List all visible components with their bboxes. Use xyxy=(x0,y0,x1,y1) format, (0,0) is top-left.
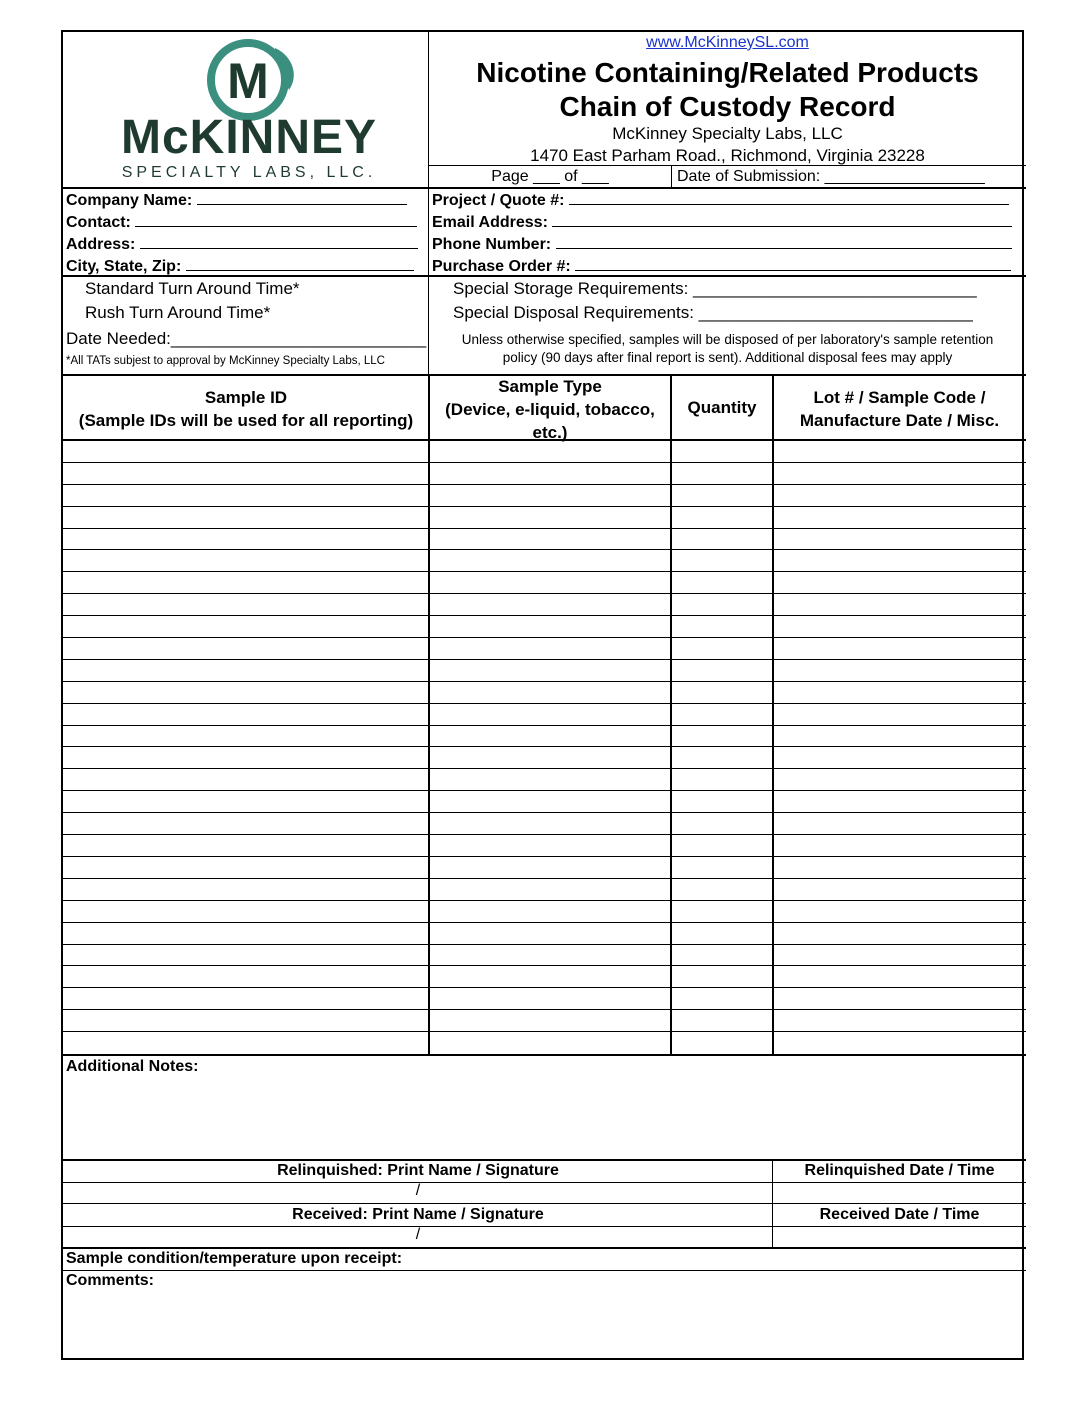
sample-type-header-note: (Device, e-liquid, tobacco, xyxy=(445,400,655,419)
lot-code-header-title: Lot # / Sample Code / xyxy=(813,388,986,407)
comments-area[interactable] xyxy=(63,1292,1026,1358)
received-signature-label: Received: Print Name / Signature xyxy=(292,1206,544,1223)
disposal-note-line-2: policy (90 days after final report is sent). Additional disposal fees may apply xyxy=(502,350,953,365)
company-name-label: Company Name: xyxy=(66,192,193,209)
contact-label: Contact: xyxy=(66,214,131,231)
sample-type-cell[interactable] xyxy=(429,660,671,682)
table-row xyxy=(63,1010,1026,1032)
table-row xyxy=(63,879,1026,901)
lot-code-cell[interactable] xyxy=(773,1032,1026,1054)
sample-type-cell[interactable] xyxy=(429,441,671,463)
sample-type-cell[interactable] xyxy=(429,966,671,988)
sample-id-cell[interactable] xyxy=(63,988,428,1010)
sample-type-cell[interactable] xyxy=(429,726,671,748)
quantity-cell[interactable] xyxy=(671,507,773,529)
table-row xyxy=(63,1032,1026,1054)
sample-id-cell[interactable] xyxy=(63,704,428,726)
sample-id-header xyxy=(63,386,429,432)
sample-type-cell[interactable] xyxy=(429,923,671,945)
project-quote-field[interactable] xyxy=(432,189,1009,210)
sample-type-cell[interactable] xyxy=(429,813,671,835)
table-row xyxy=(63,857,1026,879)
table-row xyxy=(63,769,1026,791)
sample-id-cell[interactable] xyxy=(63,529,428,551)
table-row xyxy=(63,594,1026,616)
sample-type-cell[interactable] xyxy=(429,748,671,770)
quantity-header: Quantity xyxy=(687,398,757,417)
quantity-cell[interactable] xyxy=(671,988,773,1010)
lab-name: McKinney Specialty Labs, LLC xyxy=(612,124,843,143)
lot-code-cell[interactable] xyxy=(773,550,1026,572)
sample-id-cell[interactable] xyxy=(63,485,428,507)
sample-id-cell[interactable] xyxy=(63,616,428,638)
quantity-cell[interactable] xyxy=(671,485,773,507)
sample-type-cell[interactable] xyxy=(429,485,671,507)
sample-type-cell[interactable] xyxy=(429,769,671,791)
table-row xyxy=(63,441,1026,463)
lot-code-cell[interactable] xyxy=(773,857,1026,879)
comments-label: Comments: xyxy=(66,1272,155,1289)
table-row xyxy=(63,901,1026,923)
quantity-cell[interactable] xyxy=(671,923,773,945)
sample-type-cell[interactable] xyxy=(429,1010,671,1032)
relinquished-signature-field[interactable]: / xyxy=(415,1182,421,1199)
sample-id-cell[interactable] xyxy=(63,748,428,770)
lot-code-cell[interactable] xyxy=(773,791,1026,813)
sample-type-cell[interactable] xyxy=(429,835,671,857)
received-date-field[interactable] xyxy=(773,1227,1026,1247)
quantity-cell[interactable] xyxy=(671,1010,773,1032)
sample-id-cell[interactable] xyxy=(63,550,428,572)
sample-type-cell[interactable] xyxy=(429,638,671,660)
lot-code-cell[interactable] xyxy=(773,638,1026,660)
table-row xyxy=(63,835,1026,857)
lot-code-cell[interactable] xyxy=(773,1010,1026,1032)
sample-type-cell[interactable] xyxy=(429,901,671,923)
table-row xyxy=(63,791,1026,813)
purchase-order-field[interactable] xyxy=(432,255,1011,276)
special-disposal-field[interactable]: Special Disposal Requirements: _____________________________ xyxy=(453,303,973,322)
logo-wordmark: McKINNEY xyxy=(120,111,378,164)
additional-notes-area[interactable] xyxy=(63,1078,1026,1158)
sample-id-cell[interactable] xyxy=(63,901,428,923)
table-row xyxy=(63,682,1026,704)
quantity-cell[interactable] xyxy=(671,594,773,616)
quantity-cell[interactable] xyxy=(671,966,773,988)
contact-field[interactable] xyxy=(66,211,417,232)
lot-code-cell[interactable] xyxy=(773,945,1026,967)
lot-code-cell[interactable] xyxy=(773,988,1026,1010)
relinquished-signature-label: Relinquished: Print Name / Signature xyxy=(277,1162,559,1179)
date-needed-field[interactable]: Date Needed:___________________________ xyxy=(66,329,427,348)
sample-id-cell[interactable] xyxy=(63,923,428,945)
svg-text:M: M xyxy=(227,53,269,109)
website-link[interactable]: www.McKinneySL.com xyxy=(646,34,809,51)
sample-id-cell[interactable] xyxy=(63,879,428,901)
lot-code-header xyxy=(773,386,1026,432)
quantity-cell[interactable] xyxy=(671,945,773,967)
lot-code-cell[interactable] xyxy=(773,660,1026,682)
sample-type-cell[interactable] xyxy=(429,1032,671,1054)
table-row xyxy=(63,966,1026,988)
sample-id-cell[interactable] xyxy=(63,726,428,748)
sample-id-cell[interactable] xyxy=(63,857,428,879)
rush-tat-option[interactable]: Rush Turn Around Time* xyxy=(85,303,271,322)
tat-approval-note: *All TATs subjest to approval by McKinney Specialty Labs, LLC xyxy=(66,355,385,367)
quantity-cell[interactable] xyxy=(671,1032,773,1054)
lot-code-cell[interactable] xyxy=(773,726,1026,748)
lot-code-cell[interactable] xyxy=(773,529,1026,551)
address-label: Address: xyxy=(66,236,136,253)
lot-code-cell[interactable] xyxy=(773,441,1026,463)
quantity-cell[interactable] xyxy=(671,748,773,770)
form-title-line-1: Nicotine Containing/Related Products xyxy=(476,57,979,88)
sample-type-header-note-2: etc.) xyxy=(532,423,568,442)
sample-type-cell[interactable] xyxy=(429,682,671,704)
quantity-cell[interactable] xyxy=(671,857,773,879)
sample-id-cell[interactable] xyxy=(63,463,428,485)
table-row xyxy=(63,813,1026,835)
relinquished-date-field[interactable] xyxy=(773,1183,1026,1203)
sample-type-cell[interactable] xyxy=(429,572,671,594)
table-row xyxy=(63,529,1026,551)
lot-code-cell[interactable] xyxy=(773,485,1026,507)
quantity-cell[interactable] xyxy=(671,463,773,485)
submission-date-field[interactable]: Date of Submission: __________________ xyxy=(677,168,985,185)
quantity-cell[interactable] xyxy=(671,769,773,791)
lot-code-cell[interactable] xyxy=(773,704,1026,726)
lot-code-cell[interactable] xyxy=(773,463,1026,485)
sample-type-cell[interactable] xyxy=(429,594,671,616)
sample-type-header-title: Sample Type xyxy=(498,377,602,396)
table-row xyxy=(63,550,1026,572)
project-quote-label: Project / Quote #: xyxy=(432,192,565,209)
purchase-order-label: Purchase Order #: xyxy=(432,258,571,275)
received-date-label: Received Date / Time xyxy=(819,1206,980,1223)
city-state-zip-label: City, State, Zip: xyxy=(66,258,182,275)
table-row xyxy=(63,988,1026,1010)
quantity-cell[interactable] xyxy=(671,901,773,923)
table-row xyxy=(63,463,1026,485)
sample-type-cell[interactable] xyxy=(429,857,671,879)
table-row xyxy=(63,616,1026,638)
sample-id-cell[interactable] xyxy=(63,507,428,529)
additional-notes-label: Additional Notes: xyxy=(66,1058,199,1075)
table-row xyxy=(63,507,1026,529)
lot-code-cell[interactable] xyxy=(773,748,1026,770)
address-field[interactable] xyxy=(66,233,418,254)
logo-tagline: SPECIALTY LABS, LLC. xyxy=(121,164,377,181)
lot-code-cell[interactable] xyxy=(773,901,1026,923)
quantity-cell[interactable] xyxy=(671,550,773,572)
quantity-cell[interactable] xyxy=(671,616,773,638)
sample-id-header-note: (Sample IDs will be used for all reporting) xyxy=(78,411,414,430)
relinquished-date-label: Relinquished Date / Time xyxy=(804,1162,995,1179)
sample-id-cell[interactable] xyxy=(63,660,428,682)
disposal-note-line-1: Unless otherwise specified, samples will be disposed of per laboratory's sample retention xyxy=(461,332,994,347)
sample-id-cell[interactable] xyxy=(63,682,428,704)
sample-type-cell[interactable] xyxy=(429,704,671,726)
city-state-zip-field[interactable] xyxy=(66,255,414,276)
quantity-cell[interactable] xyxy=(671,835,773,857)
sample-id-cell[interactable] xyxy=(63,572,428,594)
lot-code-header-note: Manufacture Date / Misc. xyxy=(799,411,1000,430)
phone-field[interactable] xyxy=(432,233,1012,254)
table-row xyxy=(63,704,1026,726)
sample-id-cell[interactable] xyxy=(63,594,428,616)
sample-id-cell[interactable] xyxy=(63,441,428,463)
sample-type-cell[interactable] xyxy=(429,945,671,967)
sample-type-cell[interactable] xyxy=(429,879,671,901)
sample-type-cell[interactable] xyxy=(429,507,671,529)
lot-code-cell[interactable] xyxy=(773,879,1026,901)
quantity-cell[interactable] xyxy=(671,704,773,726)
lot-code-cell[interactable] xyxy=(773,813,1026,835)
table-row xyxy=(63,923,1026,945)
lot-code-cell[interactable] xyxy=(773,682,1026,704)
sample-id-header-title: Sample ID xyxy=(204,388,288,407)
table-row xyxy=(63,726,1026,748)
sample-type-cell[interactable] xyxy=(429,529,671,551)
sample-type-cell[interactable] xyxy=(429,550,671,572)
lot-code-cell[interactable] xyxy=(773,507,1026,529)
lot-code-cell[interactable] xyxy=(773,923,1026,945)
lot-code-cell[interactable] xyxy=(773,616,1026,638)
standard-tat-option[interactable]: Standard Turn Around Time* xyxy=(85,279,300,298)
company-name-field[interactable] xyxy=(66,189,407,210)
sample-type-header xyxy=(429,375,671,444)
chain-of-custody-form xyxy=(61,30,1024,1360)
sample-type-cell[interactable] xyxy=(429,463,671,485)
email-field[interactable] xyxy=(432,211,1012,232)
lot-code-cell[interactable] xyxy=(773,594,1026,616)
table-row xyxy=(63,945,1026,967)
sample-type-cell[interactable] xyxy=(429,616,671,638)
lot-code-cell[interactable] xyxy=(773,572,1026,594)
sample-condition-label: Sample condition/temperature upon receipt: xyxy=(66,1250,403,1267)
form-title-line-2: Chain of Custody Record xyxy=(559,91,896,122)
special-storage-field[interactable]: Special Storage Requirements: ______________________________ xyxy=(453,279,977,298)
quantity-cell[interactable] xyxy=(671,791,773,813)
quantity-cell[interactable] xyxy=(671,813,773,835)
table-row xyxy=(63,660,1026,682)
lot-code-cell[interactable] xyxy=(773,966,1026,988)
sample-type-cell[interactable] xyxy=(429,988,671,1010)
phone-label: Phone Number: xyxy=(432,236,552,253)
sample-id-cell[interactable] xyxy=(63,791,428,813)
received-signature-field[interactable]: / xyxy=(415,1226,421,1243)
sample-id-cell[interactable] xyxy=(63,638,428,660)
sample-type-cell[interactable] xyxy=(429,791,671,813)
quantity-cell[interactable] xyxy=(671,572,773,594)
lab-address: 1470 East Parham Road., Richmond, Virginia 23228 xyxy=(530,146,925,165)
quantity-cell[interactable] xyxy=(671,726,773,748)
email-label: Email Address: xyxy=(432,214,548,231)
sample-id-cell[interactable] xyxy=(63,813,428,835)
lot-code-cell[interactable] xyxy=(773,835,1026,857)
table-row xyxy=(63,748,1026,770)
company-logo xyxy=(103,36,393,186)
quantity-cell[interactable] xyxy=(671,879,773,901)
lot-code-cell[interactable] xyxy=(773,769,1026,791)
sample-id-cell[interactable] xyxy=(63,945,428,967)
table-row xyxy=(63,638,1026,660)
sample-id-cell[interactable] xyxy=(63,769,428,791)
table-row xyxy=(63,572,1026,594)
quantity-cell[interactable] xyxy=(671,660,773,682)
quantity-cell[interactable] xyxy=(671,441,773,463)
page-number-field[interactable]: Page ___ of ___ xyxy=(491,168,609,185)
table-row xyxy=(63,485,1026,507)
quantity-cell[interactable] xyxy=(671,529,773,551)
sample-id-cell[interactable] xyxy=(63,1032,428,1054)
quantity-cell[interactable] xyxy=(671,682,773,704)
sample-rows xyxy=(63,441,1026,1056)
sample-id-cell[interactable] xyxy=(63,1010,428,1032)
sample-id-cell[interactable] xyxy=(63,835,428,857)
quantity-cell[interactable] xyxy=(671,638,773,660)
sample-id-cell[interactable] xyxy=(63,966,428,988)
